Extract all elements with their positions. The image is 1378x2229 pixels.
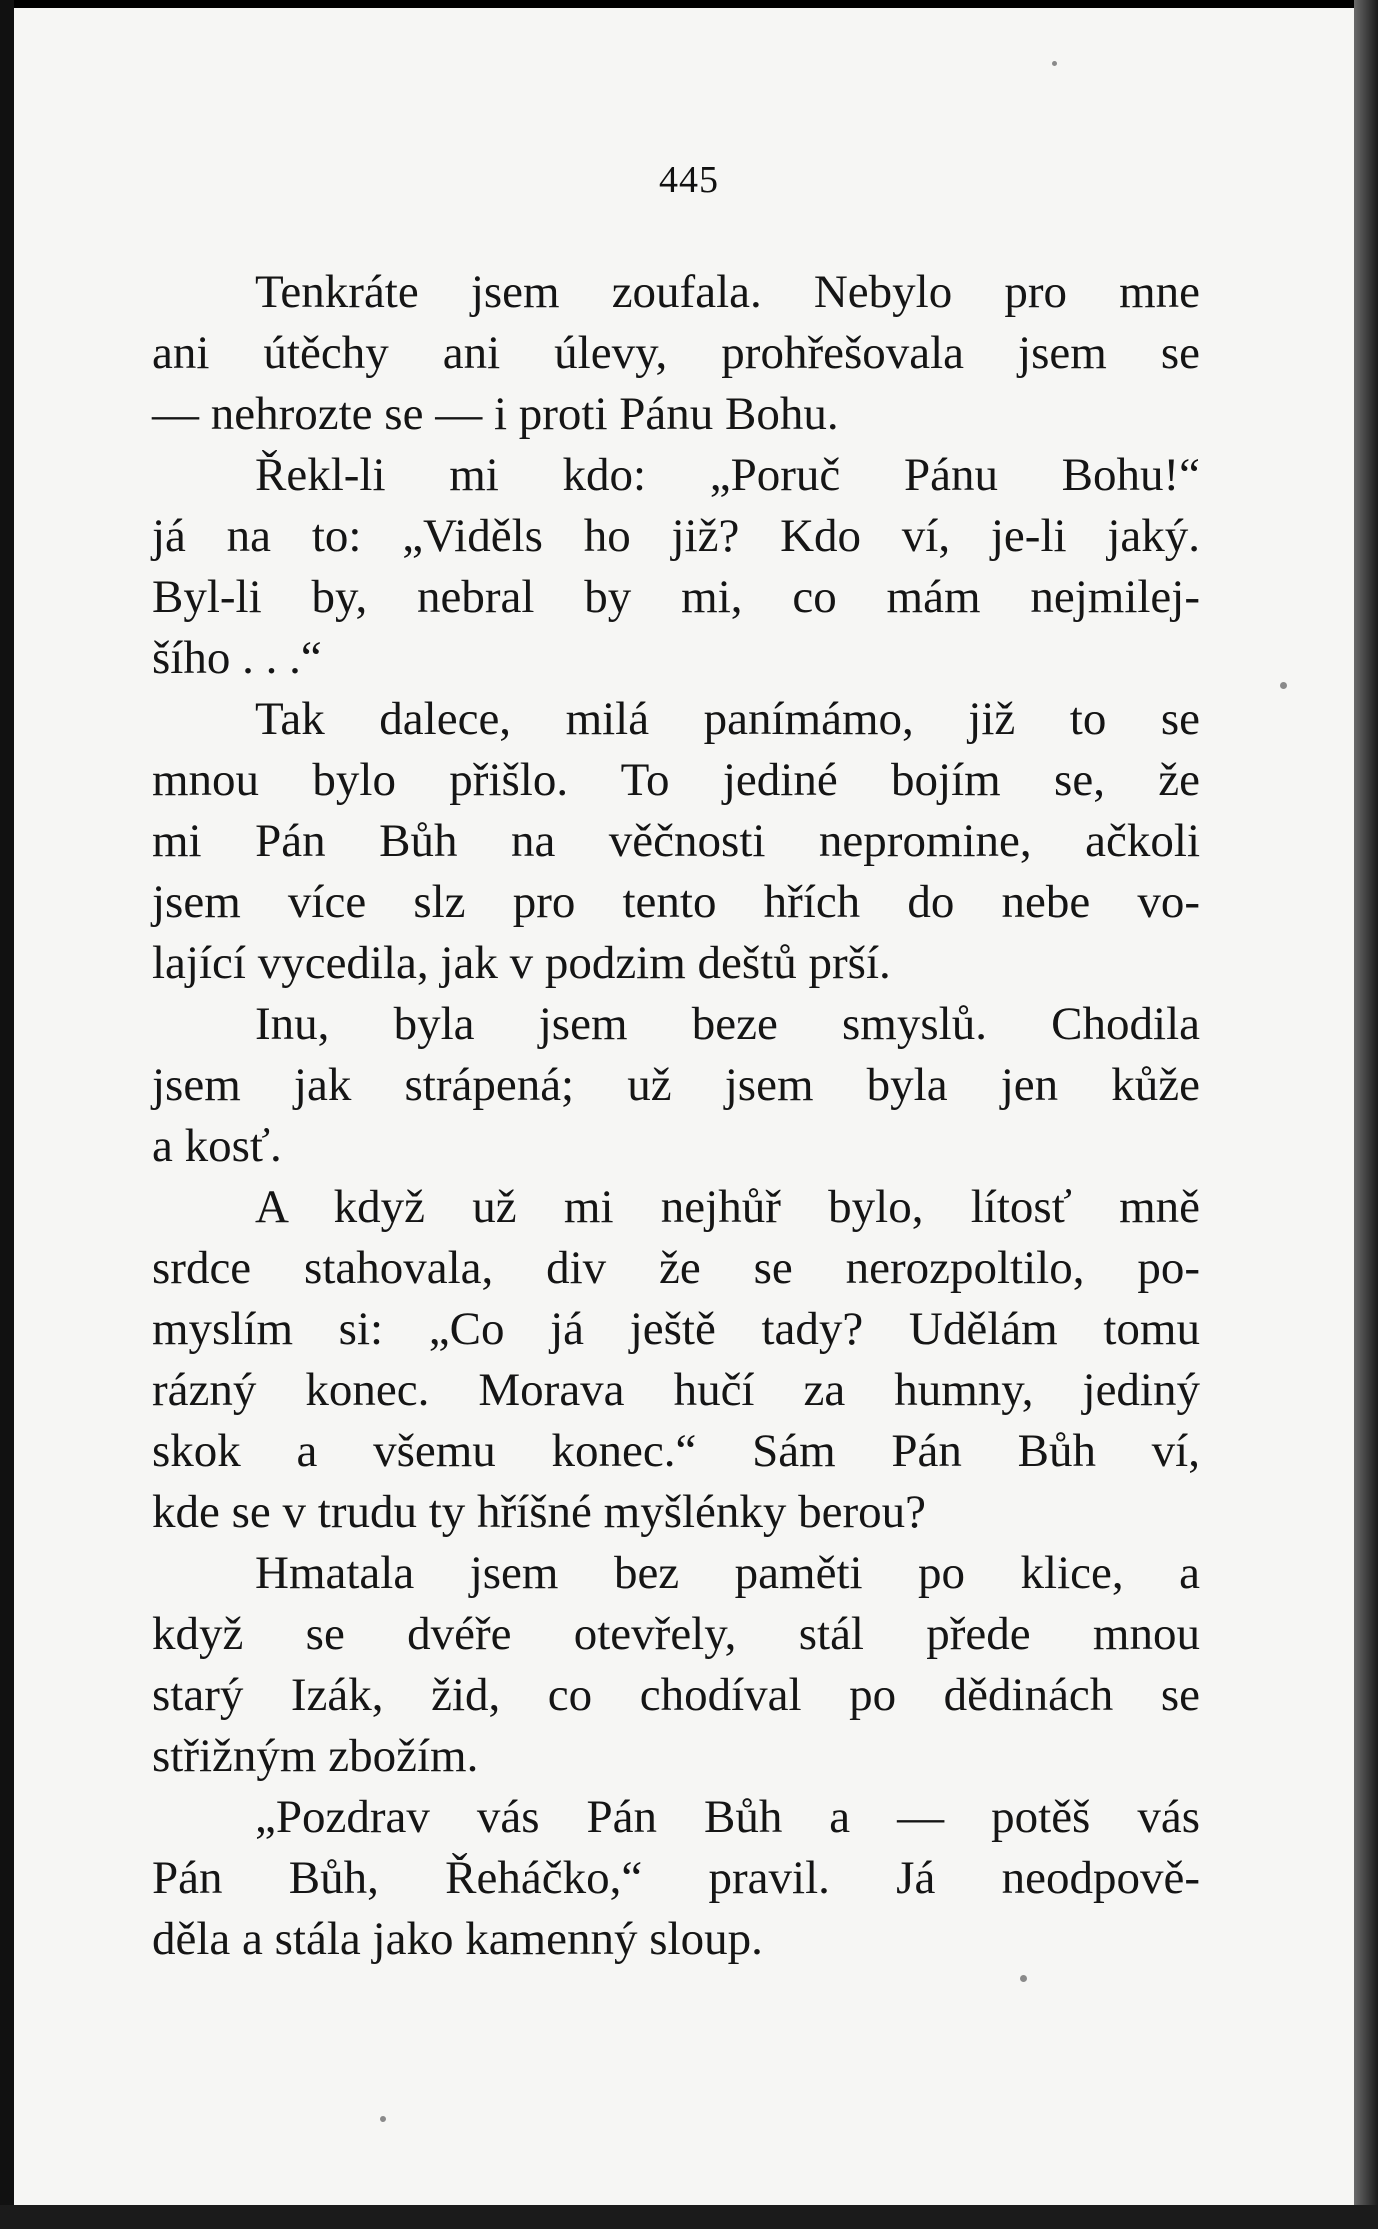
text-line: mi Pán Bůh na věčnosti nepromine, ačkoli bbox=[152, 815, 1200, 867]
text-line: mnou bylo přišlo. To jediné bojím se, že bbox=[152, 754, 1200, 806]
paper-speck bbox=[1052, 61, 1057, 66]
text-line: když se dvéře otevřely, stál přede mnou bbox=[152, 1608, 1200, 1660]
left-scan-edge bbox=[0, 0, 14, 2229]
text-line: ani útěchy ani úlevy, prohřešovala jsem se bbox=[152, 327, 1200, 379]
text-line: šího . . .“ bbox=[152, 632, 322, 684]
text-line: střižným zbožím. bbox=[152, 1730, 479, 1782]
text-line: starý Izák, žid, co chodíval po dědinách se bbox=[152, 1669, 1200, 1721]
text-line: „Pozdrav vás Pán Bůh a — potěš vás bbox=[255, 1791, 1200, 1843]
text-line: kde se v trudu ty hříšné myšlénky berou? bbox=[152, 1486, 927, 1538]
paper-speck bbox=[1280, 682, 1287, 689]
text-line: Řekl-li mi kdo: „Poruč Pánu Bohu!“ bbox=[255, 449, 1200, 501]
text-line: Pán Bůh, Řeháčko,“ pravil. Já neodpově- bbox=[152, 1852, 1200, 1904]
text-line: A když už mi nejhůř bylo, lítosť mně bbox=[255, 1181, 1200, 1233]
right-scan-shadow bbox=[1354, 0, 1378, 2229]
text-line: srdce stahovala, div že se nerozpoltilo, po- bbox=[152, 1242, 1200, 1294]
text-line: Inu, byla jsem beze smyslů. Chodila bbox=[255, 998, 1200, 1050]
text-line: myslím si: „Co já ještě tady? Udělám tomu bbox=[152, 1303, 1200, 1355]
text-line: jsem jak strápená; už jsem byla jen kůže bbox=[152, 1059, 1200, 1111]
page-number: 445 bbox=[659, 159, 719, 201]
text-line: Tenkráte jsem zoufala. Nebylo pro mne bbox=[255, 266, 1200, 318]
paper-speck bbox=[1020, 1975, 1027, 1982]
page-text bbox=[152, 262, 1200, 1970]
paper-speck bbox=[380, 2116, 386, 2122]
text-line: a kosť. bbox=[152, 1120, 282, 1172]
text-line: — nehrozte se — i proti Pánu Bohu. bbox=[152, 388, 839, 440]
text-line: Tak dalece, milá panímámo, již to se bbox=[255, 693, 1200, 745]
text-line: skok a všemu konec.“ Sám Pán Bůh ví, bbox=[152, 1425, 1200, 1477]
text-line: jsem více slz pro tento hřích do nebe vo- bbox=[152, 876, 1200, 928]
text-line: Hmatala jsem bez paměti po klice, a bbox=[255, 1547, 1200, 1599]
text-line: děla a stála jako kamenný sloup. bbox=[152, 1913, 763, 1965]
text-line: Byl-li by, nebral by mi, co mám nejmilej- bbox=[152, 571, 1200, 623]
bottom-scan-shadow bbox=[0, 2205, 1378, 2229]
text-line: já na to: „Viděls ho již? Kdo ví, je-li jaký. bbox=[152, 510, 1200, 562]
text-line: lající vycedila, jak v podzim deštů prší. bbox=[152, 937, 891, 989]
text-line: rázný konec. Morava hučí za humny, jediný bbox=[152, 1364, 1200, 1416]
